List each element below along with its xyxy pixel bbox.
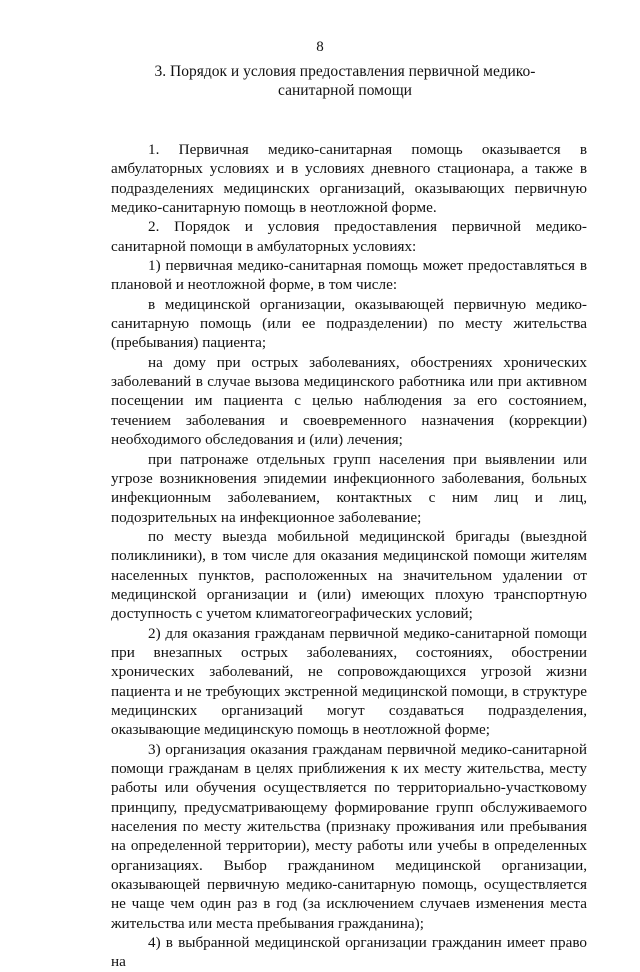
paragraph: по месту выезда мобильной медицинской бригады (выездной поликлиники), в том числе для оказания медицинской помощи жителям населенных пунктов, расположенных на значительном удалении от медицинской организации и (или) имеющих плохую транспортную доступность с учетом климатогеографических условий; xyxy=(111,527,587,623)
paragraph: 4) в выбранной медицинской организации гражданин имеет право на xyxy=(111,934,587,971)
paragraph: 3) организация оказания гражданам первичной медико-санитарной помощи гражданам в целях приближения к их месту жительства, месту работы или обучения осуществляется по территориально-участковому принципу, предусматривающему формирование групп обслуживаемого населения по месту жительства (признаку проживания или пребывания на определенной территории), месту работы или учебы в определенных организациях. Выбор гражданином медицинской организации, оказывающей первичную медико-санитарную помощь, осуществляется не чаще чем один раз в год (за исключением случаев изменения места жительства или места пребывания гражданина); xyxy=(111,740,587,932)
paragraph: в медицинской организации, оказывающей первичную медико-санитарную помощь (или ее подразделении) по месту жительства (пребывания) пациента; xyxy=(111,295,587,352)
page-number: 8 xyxy=(316,39,324,55)
paragraph: 1) первичная медико-санитарная помощь может предоставляться в плановой и неотложной форме, в том числе: xyxy=(111,257,587,294)
body-text xyxy=(111,140,587,972)
paragraph: 1. Первичная медико-санитарная помощь оказывается в амбулаторных условиях и в условиях дневного стационара, а также в подразделениях медицинских организаций, оказывающих первичную медико-санитарную помощь в неотложной форме. xyxy=(111,141,587,217)
section-title: 3. Порядок и условия предоставления первичной медико-санитарной помощи xyxy=(154,63,536,99)
paragraph: 2. Порядок и условия предоставления первичной медико-санитарной помощи в амбулаторных условиях: xyxy=(111,218,587,255)
paragraph: 2) для оказания гражданам первичной медико-санитарной помощи при внезапных острых заболеваниях, состояниях, обострении хронических заболеваний, не сопровождающихся угрозой жизни пациента и не требующих экстренной медицинской помощи, в структуре медицинских организаций могут создаваться подразделения, оказывающие медицинскую помощь в неотложной форме; xyxy=(111,624,587,739)
paragraph: при патронаже отдельных групп населения при выявлении или угрозе возникновения эпидемии инфекционного заболевания, больных инфекционным заболеванием, контактных с ним лиц и лиц, подозрительных на инфекционное заболевание; xyxy=(111,450,587,526)
paragraph: на дому при острых заболеваниях, обострениях хронических заболеваний в случае вызова медицинского работника или при активном посещении им пациента с целью наблюдения за его состоянием, течением заболевания и своевременного назначения (коррекции) необходимого обследования и (или) лечения; xyxy=(111,353,587,449)
